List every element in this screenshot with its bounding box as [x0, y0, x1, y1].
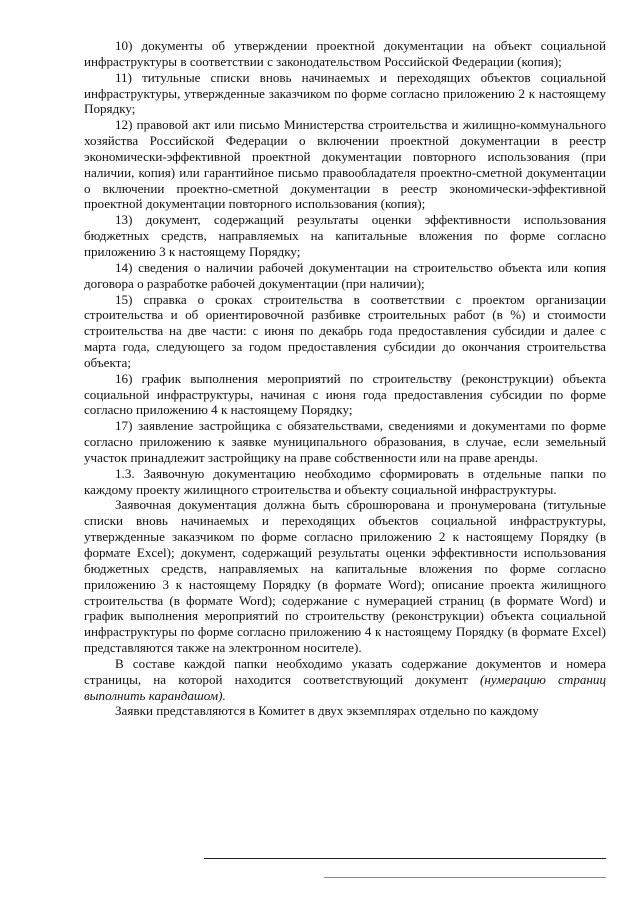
list-item-15: 15) справка о сроках строительства в соответствии с проектом организации строительства и об ориентировочной разбивке строительных работ (в %) и стоимости строительства на две части: с июня по декабрь года предоставления субсидии и далее с марта года, следующего за годом предоставления субсидии до окончания строительства объекта;	[84, 291, 606, 370]
list-item-13: 13) документ, содержащий результаты оценки эффективности использования бюджетных средств, направляемых на капитальные вложения по форме согласно приложению 3 к настоящему Порядку;	[84, 212, 606, 259]
folder-contents-text: В составе каждой папки необходимо указать содержание документов и номера страницы, на которой находится соответствующий документ	[84, 655, 606, 687]
section-1-3-paragraph: 1.3. Заявочную документацию необходимо сформировать в отдельные папки по каждому проекту жилищного строительства и объекту социальной инфраструктуры.	[84, 465, 606, 497]
list-item-16: 16) график выполнения мероприятий по строительству (реконструкции) объекта социальной инфраструктуры, начиная с июня года предоставления субсидии по форме согласно приложению 4 к настоящему Порядку;	[84, 370, 606, 418]
list-item-10: 10) документы об утверждении проектной документации на объект социальной инфраструктуры в соответствии с законодательством Российской Федерации (копия);	[84, 38, 606, 69]
submission-paragraph: Заявки представляются в Комитет в двух экземплярах отдельно по каждому	[115, 703, 539, 719]
page-divider-line	[204, 858, 606, 859]
page-divider-line-secondary	[324, 877, 606, 878]
list-item-11: 11) титульные списки вновь начинаемых и переходящих объектов социальной инфраструктуры, утвержденные заказчиком по форме согласно приложению 2 к настоящему Порядку;	[84, 69, 606, 117]
list-item-17: 17) заявление застройщика с обязательствами, сведениями и документами по форме согласно приложению к заявке муниципального образования, в случае, если земельный участок принадлежит застройщику на праве собственности или на праве аренды.	[84, 418, 606, 465]
folder-contents-paragraph	[84, 656, 606, 704]
list-item-14: 14) сведения о наличии рабочей документации на строительство объекта или копия договора о разработке рабочей документации (при наличии);	[84, 259, 606, 291]
application-documentation-paragraph: Заявочная документация должна быть сброшюрована и пронумерована (титульные списки вновь начинаемых и переходящих объектов социальной инфраструктуры, утвержденные заказчиком по форме согласно приложению 2 к настоящему Порядку (в формате Excel); документ, содержащий результаты оценки эффективности использования бюджетных средств, направляемых на капитальные вложения по форме согласно приложению 3 к настоящему Порядку (в формате Word); описание проекта жилищного строительства (в формате Word); содержание с нумерацией страниц (в формате Word) и график выполнения мероприятий по строительству (реконструкции) объекта социальной инфраструктуры по форме согласно приложению 4 к настоящему Порядку (в формате Excel) представляются также на электронном носителе).	[84, 497, 606, 656]
document-page	[84, 38, 606, 719]
folder-contents-italic-note: (нумерацию страниц выполнить карандашом).	[84, 671, 606, 703]
list-item-12: 12) правовой акт или письмо Министерства строительства и жилищно-коммунального хозяйства Российской Федерации о включении проектной документации в реестр экономически-эффективной проектной документации повторного использования (при наличии, копия) или гарантийное письмо правообладателя проектно-сметной документации о включении проектно-сметной документации в реестр экономически-эффективной проектной документации повторного использования (копия);	[84, 117, 606, 212]
